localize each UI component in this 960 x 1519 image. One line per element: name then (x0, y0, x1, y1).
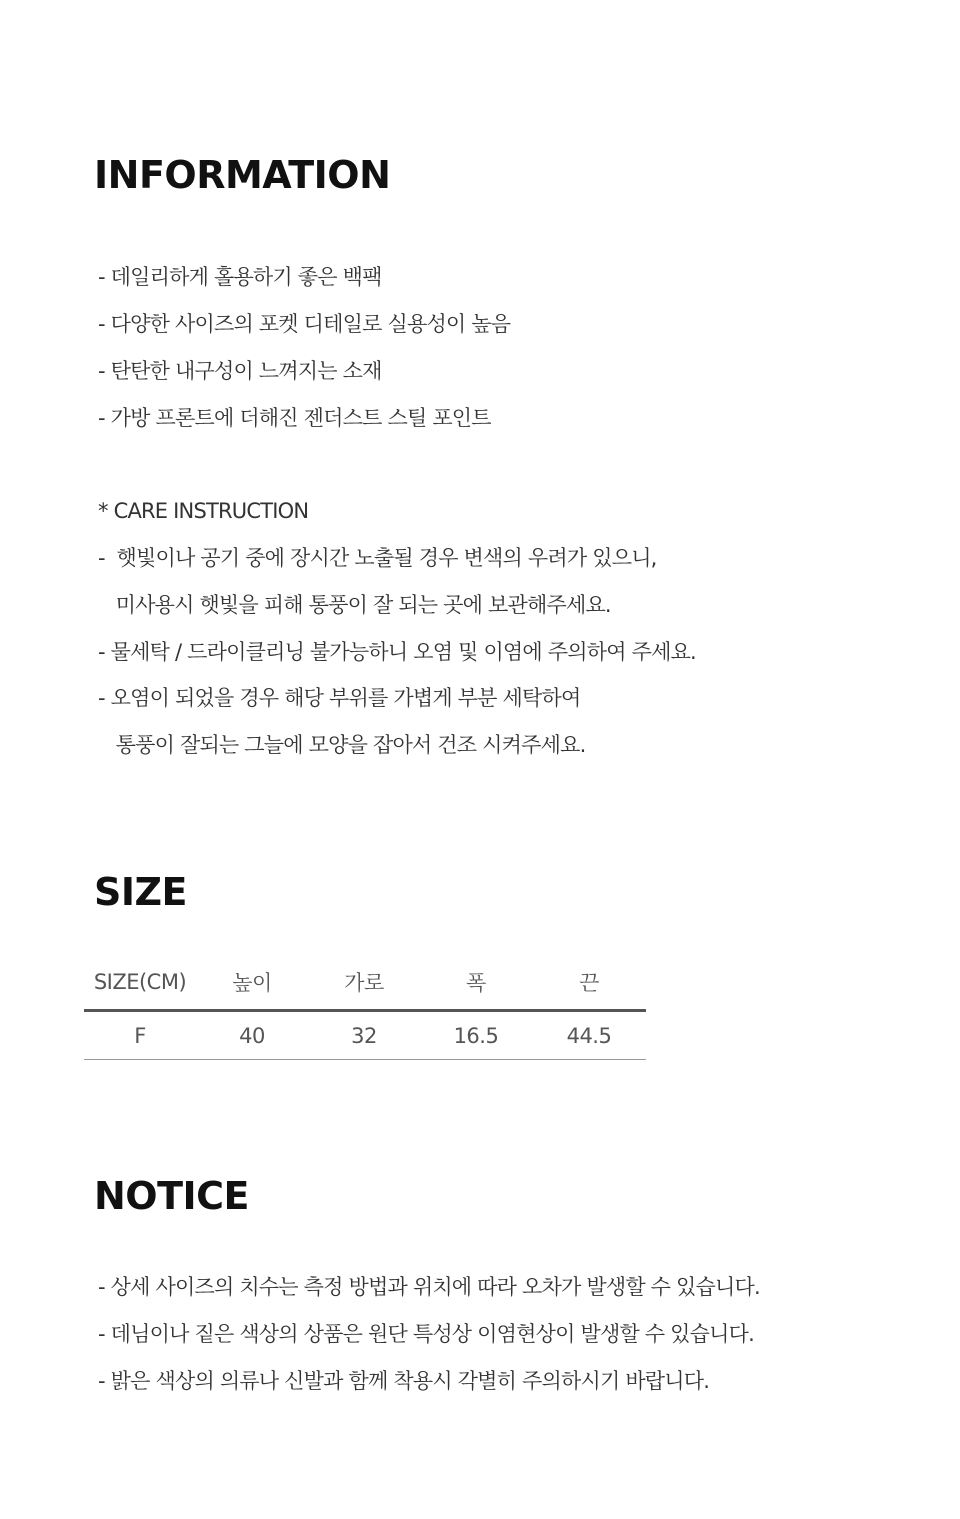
size-header-size-cm: SIZE(CM) (84, 955, 196, 1011)
size-cell-size: F (84, 1011, 196, 1060)
care-line: 통풍이 잘되는 그늘에 모양을 잡아서 건조 시켜주세요. (98, 733, 586, 757)
care-line: 미사용시 햇빛을 피해 통풍이 잘 되는 곳에 보관해주세요. (98, 593, 611, 617)
size-cell-width: 32 (308, 1011, 420, 1060)
information-line: - 탄탄한 내구성이 느껴지는 소재 (98, 359, 382, 383)
information-line: - 가방 프론트에 더해진 젠더스트 스틸 포인트 (98, 406, 491, 430)
information-title: INFORMATION (94, 153, 391, 197)
information-line: - 데일리하게 홀용하기 좋은 백팩 (98, 265, 382, 289)
information-line: - 다양한 사이즈의 포켓 디테일로 실용성이 높음 (98, 312, 511, 336)
size-table (84, 955, 646, 1060)
size-header-depth: 폭 (420, 955, 532, 1011)
size-cell-depth: 16.5 (420, 1011, 532, 1060)
care-line: - 물세탁 / 드라이클리닝 불가능하니 오염 및 이염에 주의하여 주세요. (98, 640, 696, 664)
size-header-width: 가로 (308, 955, 420, 1011)
size-header-strap: 끈 (532, 955, 646, 1011)
notice-line: - 밝은 색상의 의류나 신발과 함께 착용시 각별히 주의하시기 바랍니다. (98, 1369, 710, 1393)
size-title: SIZE (94, 870, 188, 914)
table-row (84, 1011, 646, 1060)
care-line: - 오염이 되었을 경우 해당 부위를 가볍게 부분 세탁하여 (98, 686, 581, 710)
care-instruction-heading: * CARE INSTRUCTION (98, 499, 309, 523)
size-cell-strap: 44.5 (532, 1011, 646, 1060)
notice-title: NOTICE (94, 1174, 250, 1218)
size-cell-height: 40 (196, 1011, 308, 1060)
size-header-height: 높이 (196, 955, 308, 1011)
notice-line: - 상세 사이즈의 치수는 측정 방법과 위치에 따라 오차가 발생할 수 있습니다. (98, 1275, 760, 1299)
notice-line: - 데님이나 짙은 색상의 상품은 원단 특성상 이염현상이 발생할 수 있습니다. (98, 1322, 754, 1346)
care-line: - 햇빛이나 공기 중에 장시간 노출될 경우 변색의 우려가 있으니, (98, 546, 657, 570)
size-table-header-row (84, 955, 646, 1011)
